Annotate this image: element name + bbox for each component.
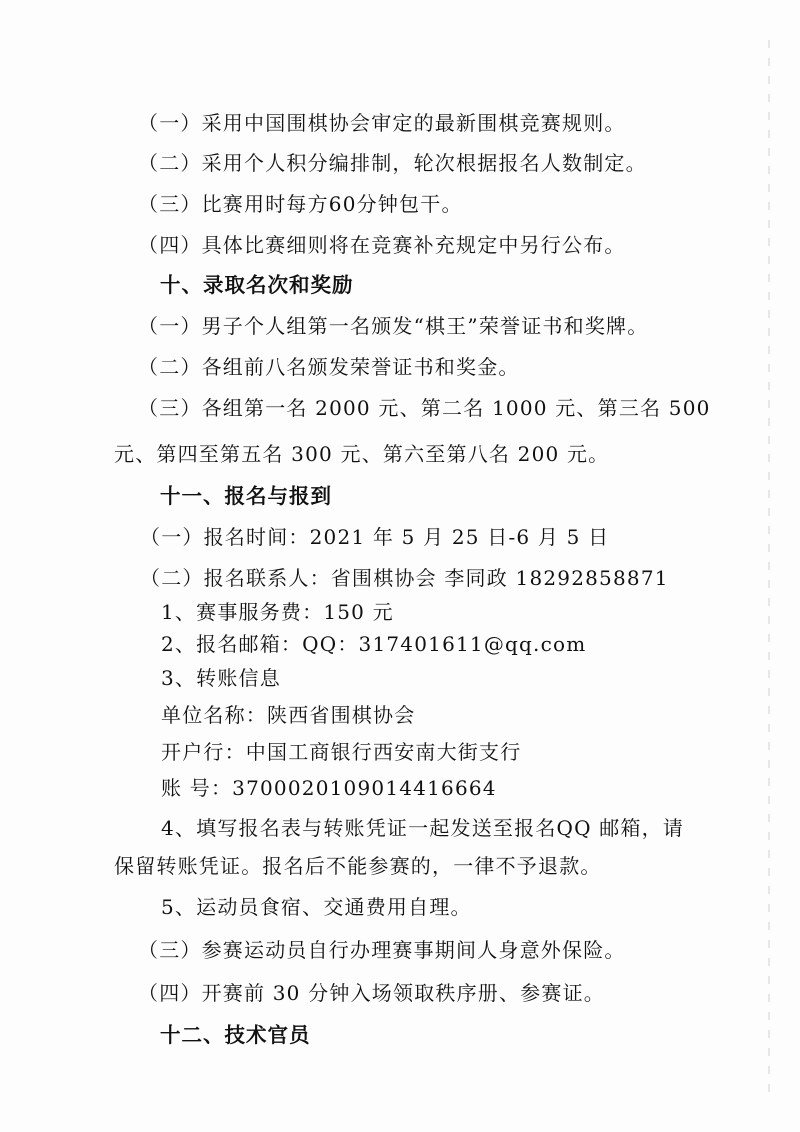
rule-item-2: （二）采用个人积分编排制，轮次根据报名人数制定。 [138, 151, 647, 175]
section-heading-registration: 十一、报名与报到 [160, 484, 332, 508]
expense-note: 5、运动员食宿、交通费用自理。 [161, 895, 472, 919]
section-heading-officials: 十二、技术官员 [160, 1023, 311, 1047]
registration-contact: （二）报名联系人：省围棋协会 李同政 18292858871 [140, 566, 669, 590]
bank-account-name: 单位名称：陕西省围棋协会 [161, 703, 416, 727]
rule-item-4: （四）具体比赛细则将在竞赛补充规定中另行公布。 [138, 233, 626, 257]
scan-edge-mark [768, 40, 770, 1100]
award-item-1: （一）男子个人组第一名颁发“棋王”荣誉证书和奖牌。 [138, 314, 649, 338]
section-heading-awards: 十、录取名次和奖励 [160, 273, 354, 297]
award-item-3-continued: 元、第四至第五名 300 元、第六至第八名 200 元。 [114, 442, 610, 466]
submission-note: 4、填写报名表与转账凭证一起发送至报名QQ 邮箱，请 [161, 816, 685, 840]
rule-item-1: （一）采用中国围棋协会审定的最新围棋竞赛规则。 [138, 111, 626, 135]
service-fee: 1、赛事服务费：150 元 [161, 600, 394, 624]
submission-note-continued: 保留转账凭证。报名后不能参赛的，一律不予退款。 [114, 854, 602, 878]
check-in-note: （四）开赛前 30 分钟入场领取秩序册、参赛证。 [138, 981, 605, 1005]
transfer-info-title: 3、转账信息 [161, 666, 281, 690]
rule-item-3: （三）比赛用时每方60分钟包干。 [138, 192, 463, 216]
registration-time: （一）报名时间：2021 年 5 月 25 日-6 月 5 日 [140, 525, 610, 549]
registration-email: 2、报名邮箱：QQ：317401611@qq.com [161, 632, 587, 656]
bank-branch: 开户行：中国工商银行西安南大街支行 [161, 740, 522, 764]
bank-account-number: 账 号：3700020109014416664 [161, 776, 497, 800]
award-item-3: （三）各组第一名 2000 元、第二名 1000 元、第三名 500 [138, 396, 711, 420]
award-item-2: （二）各组前八名颁发荣誉证书和奖金。 [138, 355, 520, 379]
insurance-note: （三）参赛运动员自行办理赛事期间人身意外保险。 [138, 938, 626, 962]
